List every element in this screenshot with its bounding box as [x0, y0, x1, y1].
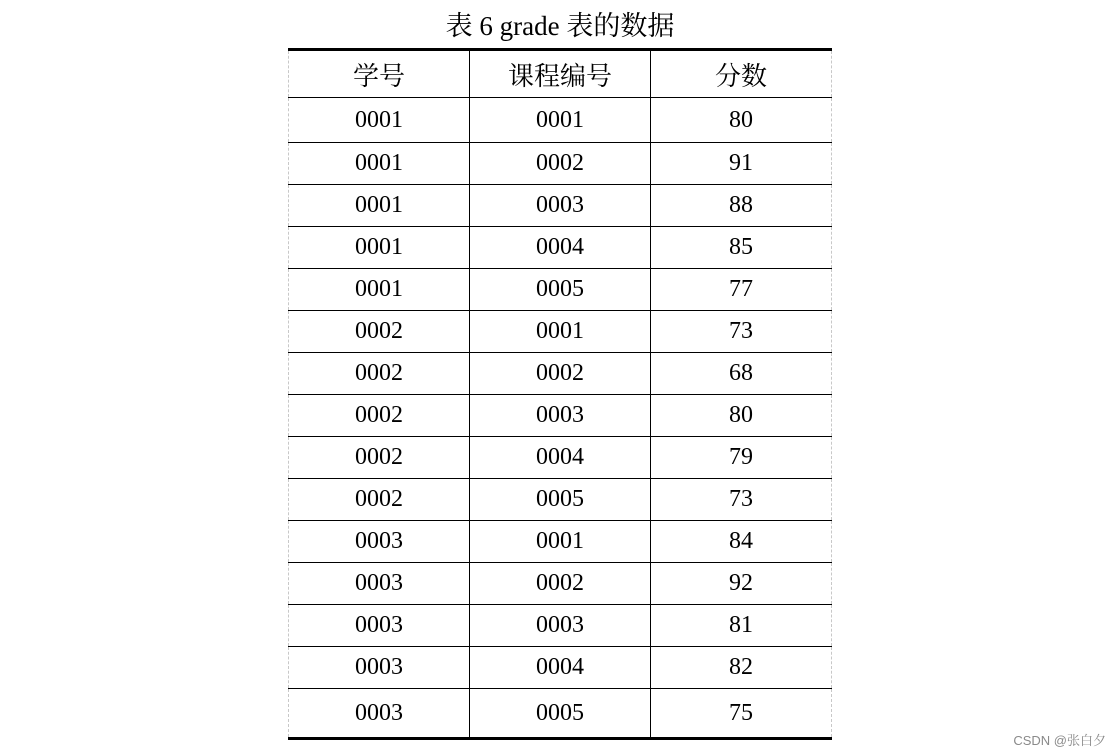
table-header-row [289, 50, 832, 98]
table-row [289, 143, 832, 185]
cell-score: 77 [651, 269, 832, 311]
column-header-score: 分数 [651, 50, 832, 98]
cell-student-id: 0002 [289, 311, 470, 353]
cell-student-id: 0003 [289, 647, 470, 689]
table-row [289, 689, 832, 739]
cell-score: 91 [651, 143, 832, 185]
grade-table-container [288, 48, 832, 740]
table-row [289, 647, 832, 689]
table-row [289, 269, 832, 311]
cell-course-id: 0003 [470, 185, 651, 227]
cell-course-id: 0001 [470, 521, 651, 563]
table-row [289, 395, 832, 437]
cell-student-id: 0001 [289, 227, 470, 269]
cell-student-id: 0002 [289, 353, 470, 395]
cell-student-id: 0002 [289, 395, 470, 437]
table-row [289, 437, 832, 479]
cell-score: 80 [651, 395, 832, 437]
cell-score: 82 [651, 647, 832, 689]
table-row [289, 227, 832, 269]
table-row [289, 98, 832, 143]
cell-course-id: 0003 [470, 605, 651, 647]
cell-student-id: 0001 [289, 185, 470, 227]
cell-course-id: 0001 [470, 311, 651, 353]
table-row [289, 185, 832, 227]
table-row [289, 605, 832, 647]
cell-course-id: 0002 [470, 143, 651, 185]
cell-score: 75 [651, 689, 832, 739]
cell-course-id: 0005 [470, 479, 651, 521]
cell-course-id: 0003 [470, 395, 651, 437]
cell-score: 84 [651, 521, 832, 563]
table-row [289, 311, 832, 353]
cell-course-id: 0004 [470, 647, 651, 689]
cell-score: 73 [651, 311, 832, 353]
column-header-course-id: 课程编号 [470, 50, 651, 98]
table-row [289, 479, 832, 521]
cell-course-id: 0005 [470, 689, 651, 739]
cell-student-id: 0002 [289, 479, 470, 521]
table-caption: 表 6 grade 表的数据 [445, 11, 675, 41]
cell-course-id: 0002 [470, 353, 651, 395]
cell-score: 80 [651, 98, 832, 143]
table-row [289, 563, 832, 605]
cell-score: 85 [651, 227, 832, 269]
cell-score: 81 [651, 605, 832, 647]
column-header-student-id: 学号 [289, 50, 470, 98]
cell-course-id: 0001 [470, 98, 651, 143]
cell-student-id: 0003 [289, 521, 470, 563]
cell-student-id: 0003 [289, 563, 470, 605]
cell-student-id: 0001 [289, 143, 470, 185]
cell-course-id: 0005 [470, 269, 651, 311]
grade-table [288, 48, 832, 740]
cell-score: 92 [651, 563, 832, 605]
cell-score: 73 [651, 479, 832, 521]
cell-score: 68 [651, 353, 832, 395]
cell-score: 88 [651, 185, 832, 227]
cell-student-id: 0003 [289, 605, 470, 647]
table-body [289, 98, 832, 739]
csdn-watermark: CSDN @张白夕 [1013, 733, 1106, 748]
cell-score: 79 [651, 437, 832, 479]
cell-student-id: 0002 [289, 437, 470, 479]
table-row [289, 353, 832, 395]
cell-course-id: 0004 [470, 437, 651, 479]
cell-student-id: 0003 [289, 689, 470, 739]
cell-course-id: 0004 [470, 227, 651, 269]
cell-student-id: 0001 [289, 98, 470, 143]
cell-student-id: 0001 [289, 269, 470, 311]
cell-course-id: 0002 [470, 563, 651, 605]
table-row [289, 521, 832, 563]
